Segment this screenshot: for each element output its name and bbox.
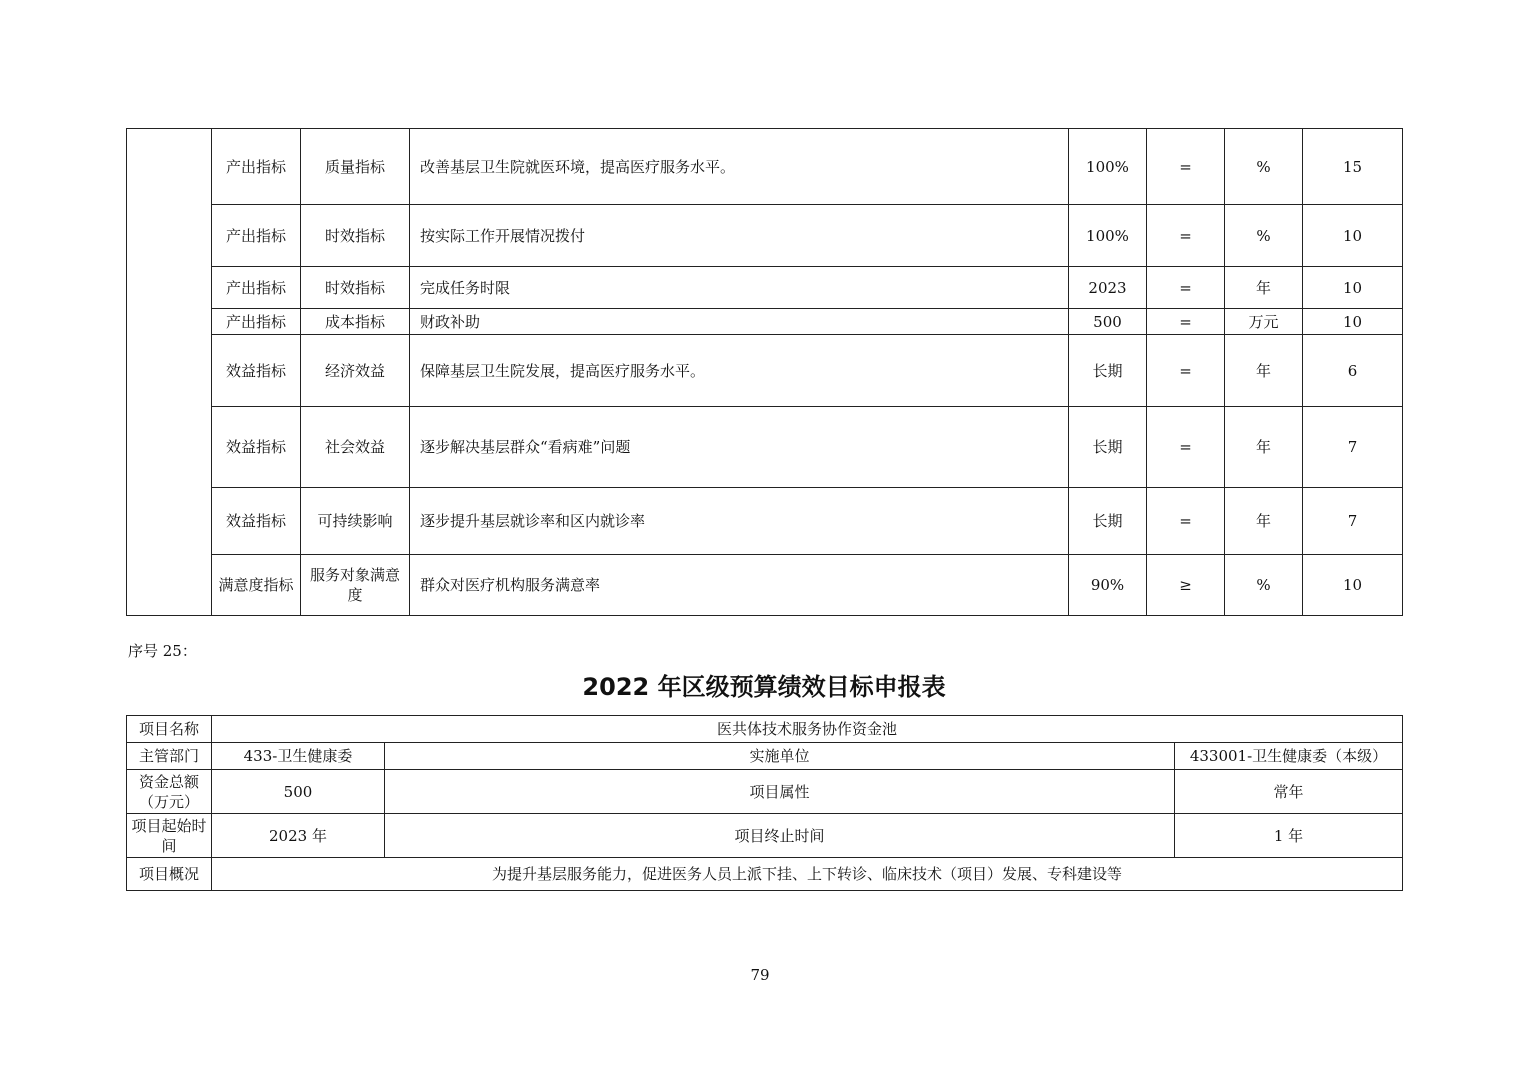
indicator-unit: % bbox=[1225, 205, 1303, 267]
project-name-label: 项目名称 bbox=[127, 716, 212, 743]
indicator-unit: 年 bbox=[1225, 335, 1303, 407]
indicator-row bbox=[127, 205, 1403, 267]
indicator-row bbox=[127, 335, 1403, 407]
indicator-content: 按实际工作开展情况拨付 bbox=[410, 205, 1069, 267]
indicator-content: 完成任务时限 bbox=[410, 267, 1069, 309]
implementing-unit-label: 实施单位 bbox=[385, 743, 1175, 770]
indicator-value: 100% bbox=[1069, 129, 1147, 205]
indicator-unit: 万元 bbox=[1225, 309, 1303, 335]
indicator-value: 长期 bbox=[1069, 335, 1147, 407]
indicator-content: 逐步解决基层群众“看病难”问题 bbox=[410, 407, 1069, 488]
indicator-unit: 年 bbox=[1225, 488, 1303, 555]
indicator-row bbox=[127, 309, 1403, 335]
indicator-row bbox=[127, 555, 1403, 616]
indicator-value: 2023 bbox=[1069, 267, 1147, 309]
level2-indicator: 时效指标 bbox=[301, 267, 410, 309]
department-row bbox=[127, 743, 1403, 770]
indicator-table bbox=[126, 128, 1403, 616]
level1-indicator: 产出指标 bbox=[212, 309, 301, 335]
indicator-operator: = bbox=[1147, 129, 1225, 205]
level1-indicator: 产出指标 bbox=[212, 129, 301, 205]
indicator-operator: = bbox=[1147, 335, 1225, 407]
indicator-operator: = bbox=[1147, 267, 1225, 309]
indicator-row bbox=[127, 407, 1403, 488]
blank-merged-cell bbox=[127, 129, 212, 616]
project-attribute-label: 项目属性 bbox=[385, 770, 1175, 814]
overview-value: 为提升基层服务能力，促进医务人员上派下挂、上下转诊、临床技术（项目）发展、专科建设等 bbox=[212, 858, 1403, 891]
indicator-content: 保障基层卫生院发展，提高医疗服务水平。 bbox=[410, 335, 1069, 407]
level1-indicator: 效益指标 bbox=[212, 335, 301, 407]
start-time-value: 2023 年 bbox=[212, 814, 385, 858]
indicator-operator: = bbox=[1147, 205, 1225, 267]
department-label: 主管部门 bbox=[127, 743, 212, 770]
indicator-operator: = bbox=[1147, 488, 1225, 555]
project-name-row bbox=[127, 716, 1403, 743]
indicator-score: 7 bbox=[1303, 407, 1403, 488]
fund-total-label: 资金总额（万元） bbox=[127, 770, 212, 814]
project-name-value: 医共体技术服务协作资金池 bbox=[212, 716, 1403, 743]
indicator-score: 6 bbox=[1303, 335, 1403, 407]
indicator-content: 改善基层卫生院就医环境，提高医疗服务水平。 bbox=[410, 129, 1069, 205]
level2-indicator: 服务对象满意度 bbox=[301, 555, 410, 616]
overview-label: 项目概况 bbox=[127, 858, 212, 891]
indicator-row bbox=[127, 488, 1403, 555]
end-time-label: 项目终止时间 bbox=[385, 814, 1175, 858]
level1-indicator: 满意度指标 bbox=[212, 555, 301, 616]
indicator-score: 10 bbox=[1303, 267, 1403, 309]
indicator-unit: % bbox=[1225, 555, 1303, 616]
indicator-value: 长期 bbox=[1069, 407, 1147, 488]
indicator-content: 逐步提升基层就诊率和区内就诊率 bbox=[410, 488, 1069, 555]
indicator-score: 10 bbox=[1303, 205, 1403, 267]
start-time-label: 项目起始时间 bbox=[127, 814, 212, 858]
level2-indicator: 可持续影响 bbox=[301, 488, 410, 555]
indicator-content: 财政补助 bbox=[410, 309, 1069, 335]
page-number: 79 bbox=[750, 966, 770, 984]
fund-total-value: 500 bbox=[212, 770, 385, 814]
level2-indicator: 时效指标 bbox=[301, 205, 410, 267]
time-row bbox=[127, 814, 1403, 858]
implementing-unit-value: 433001-卫生健康委（本级） bbox=[1175, 743, 1403, 770]
project-info-table bbox=[126, 715, 1403, 891]
level2-indicator: 成本指标 bbox=[301, 309, 410, 335]
indicator-value: 90% bbox=[1069, 555, 1147, 616]
indicator-unit: 年 bbox=[1225, 407, 1303, 488]
level1-indicator: 产出指标 bbox=[212, 267, 301, 309]
indicator-operator: ≥ bbox=[1147, 555, 1225, 616]
level1-indicator: 效益指标 bbox=[212, 407, 301, 488]
indicator-unit: 年 bbox=[1225, 267, 1303, 309]
indicator-value: 500 bbox=[1069, 309, 1147, 335]
level2-indicator: 质量指标 bbox=[301, 129, 410, 205]
level1-indicator: 效益指标 bbox=[212, 488, 301, 555]
indicator-operator: = bbox=[1147, 309, 1225, 335]
overview-row bbox=[127, 858, 1403, 891]
indicator-operator: = bbox=[1147, 407, 1225, 488]
indicator-score: 10 bbox=[1303, 555, 1403, 616]
level2-indicator: 经济效益 bbox=[301, 335, 410, 407]
indicator-content: 群众对医疗机构服务满意率 bbox=[410, 555, 1069, 616]
indicator-row bbox=[127, 129, 1403, 205]
indicator-score: 15 bbox=[1303, 129, 1403, 205]
level2-indicator: 社会效益 bbox=[301, 407, 410, 488]
indicator-value: 100% bbox=[1069, 205, 1147, 267]
sequence-label: 序号 25： bbox=[128, 642, 197, 660]
level1-indicator: 产出指标 bbox=[212, 205, 301, 267]
form-title: 2022 年区级预算绩效目标申报表 bbox=[582, 673, 946, 701]
indicator-row bbox=[127, 267, 1403, 309]
department-value: 433-卫生健康委 bbox=[212, 743, 385, 770]
indicator-unit: % bbox=[1225, 129, 1303, 205]
indicator-score: 7 bbox=[1303, 488, 1403, 555]
indicator-score: 10 bbox=[1303, 309, 1403, 335]
end-time-value: 1 年 bbox=[1175, 814, 1403, 858]
fund-row bbox=[127, 770, 1403, 814]
project-attribute-value: 常年 bbox=[1175, 770, 1403, 814]
indicator-value: 长期 bbox=[1069, 488, 1147, 555]
